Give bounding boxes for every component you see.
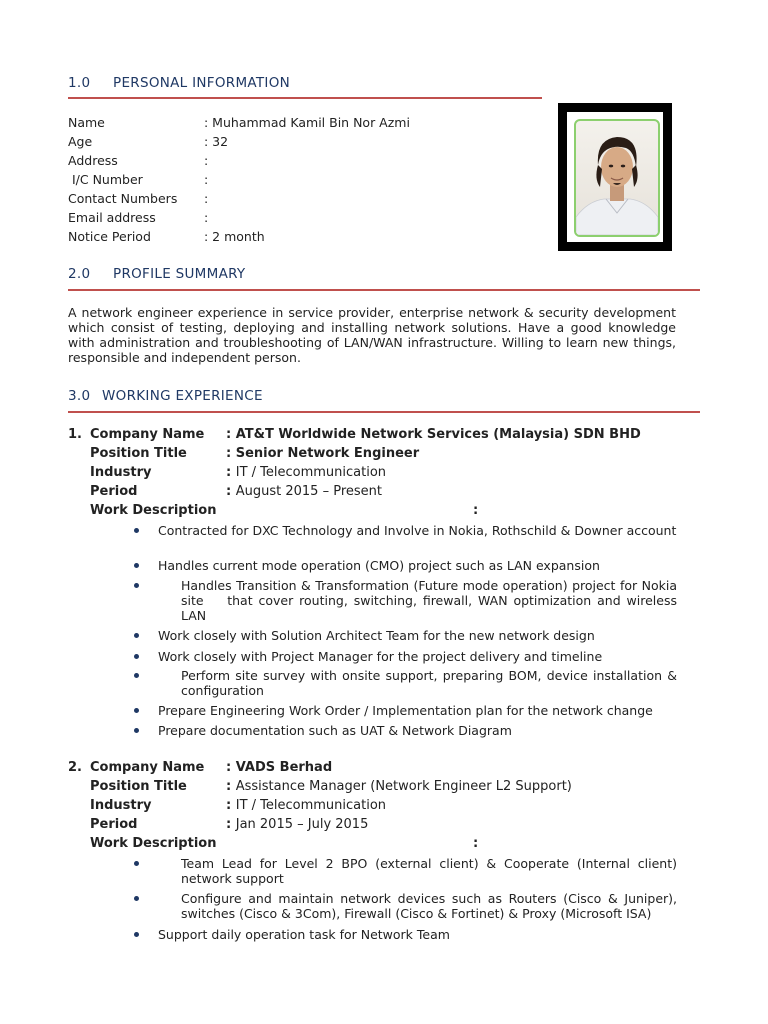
section-title-text: PROFILE SUMMARY	[113, 266, 246, 282]
bullet-icon	[134, 861, 139, 866]
info-value: : 32	[204, 134, 229, 149]
section-divider	[68, 289, 700, 291]
job-description-colon: :	[473, 836, 479, 851]
section-experience-title	[68, 388, 263, 404]
bullet-icon	[134, 896, 139, 901]
bullet-icon	[134, 654, 139, 659]
bullet-icon	[134, 563, 139, 568]
info-value: :	[204, 172, 209, 187]
job-field-label: Industry	[90, 465, 152, 480]
profile-summary-text: A network engineer experience in service provider, enterprise network & security development which consist of testing, deploying and installing network solutions. Have a good knowledge with administration and troubleshooting of LAN/WAN infrastructure. Willing to learn new things, responsible and independent person.	[68, 305, 676, 365]
bullet-icon	[134, 708, 139, 713]
job-field-label: Period	[90, 817, 138, 832]
job-position: : Assistance Manager (Network Engineer L2 Support)	[226, 779, 572, 794]
job-field-label: Company Name	[90, 760, 205, 775]
bullet-icon	[134, 932, 139, 937]
person-portrait-icon	[576, 121, 658, 235]
job-field-label: Company Name	[90, 427, 205, 442]
job-industry: : IT / Telecommunication	[226, 465, 387, 480]
section-profile-title	[68, 266, 245, 282]
section-divider	[68, 97, 542, 99]
job-period: : Jan 2015 – July 2015	[226, 817, 369, 832]
section-title-text: WORKING EXPERIENCE	[102, 388, 263, 404]
section-number: 1.0	[68, 75, 91, 91]
job-industry: : IT / Telecommunication	[226, 798, 387, 813]
job-field-label: Work Description	[90, 503, 217, 518]
section-number: 2.0	[68, 266, 91, 282]
profile-photo	[574, 119, 660, 237]
info-label: I/C Number	[68, 172, 143, 187]
job-position: : Senior Network Engineer	[226, 446, 420, 461]
section-title-text: PERSONAL INFORMATION	[113, 75, 291, 91]
section-number: 3.0	[68, 388, 91, 404]
job-period: : August 2015 – Present	[226, 484, 382, 499]
section-personal-title	[68, 75, 290, 91]
info-value: :	[204, 210, 209, 225]
job-field-label: Period	[90, 484, 138, 499]
bullet-icon	[134, 673, 139, 678]
bullet-icon	[134, 528, 139, 533]
profile-photo-frame	[558, 103, 672, 251]
info-label: Name	[68, 115, 105, 130]
job-company: : AT&T Worldwide Network Services (Malaysia) SDN BHD	[226, 427, 641, 442]
bullet-icon	[134, 633, 139, 638]
bullet-icon	[134, 583, 139, 588]
info-label: Notice Period	[68, 229, 151, 244]
job-description-colon: :	[473, 503, 479, 518]
info-value: :	[204, 153, 209, 168]
info-value: : 2 month	[204, 229, 265, 244]
info-value: : Muhammad Kamil Bin Nor Azmi	[204, 115, 410, 130]
info-value: :	[204, 191, 209, 206]
job-field-label: Work Description	[90, 836, 217, 851]
info-label: Age	[68, 134, 93, 149]
section-divider	[68, 411, 700, 413]
job-field-label: Position Title	[90, 446, 187, 461]
job-number: 2.	[68, 760, 82, 775]
info-label: Email address	[68, 210, 156, 225]
job-field-label: Position Title	[90, 779, 187, 794]
job-company: : VADS Berhad	[226, 760, 333, 775]
info-label: Address	[68, 153, 118, 168]
info-label: Contact Numbers	[68, 191, 178, 206]
job-number: 1.	[68, 427, 82, 442]
job-field-label: Industry	[90, 798, 152, 813]
bullet-icon	[134, 728, 139, 733]
